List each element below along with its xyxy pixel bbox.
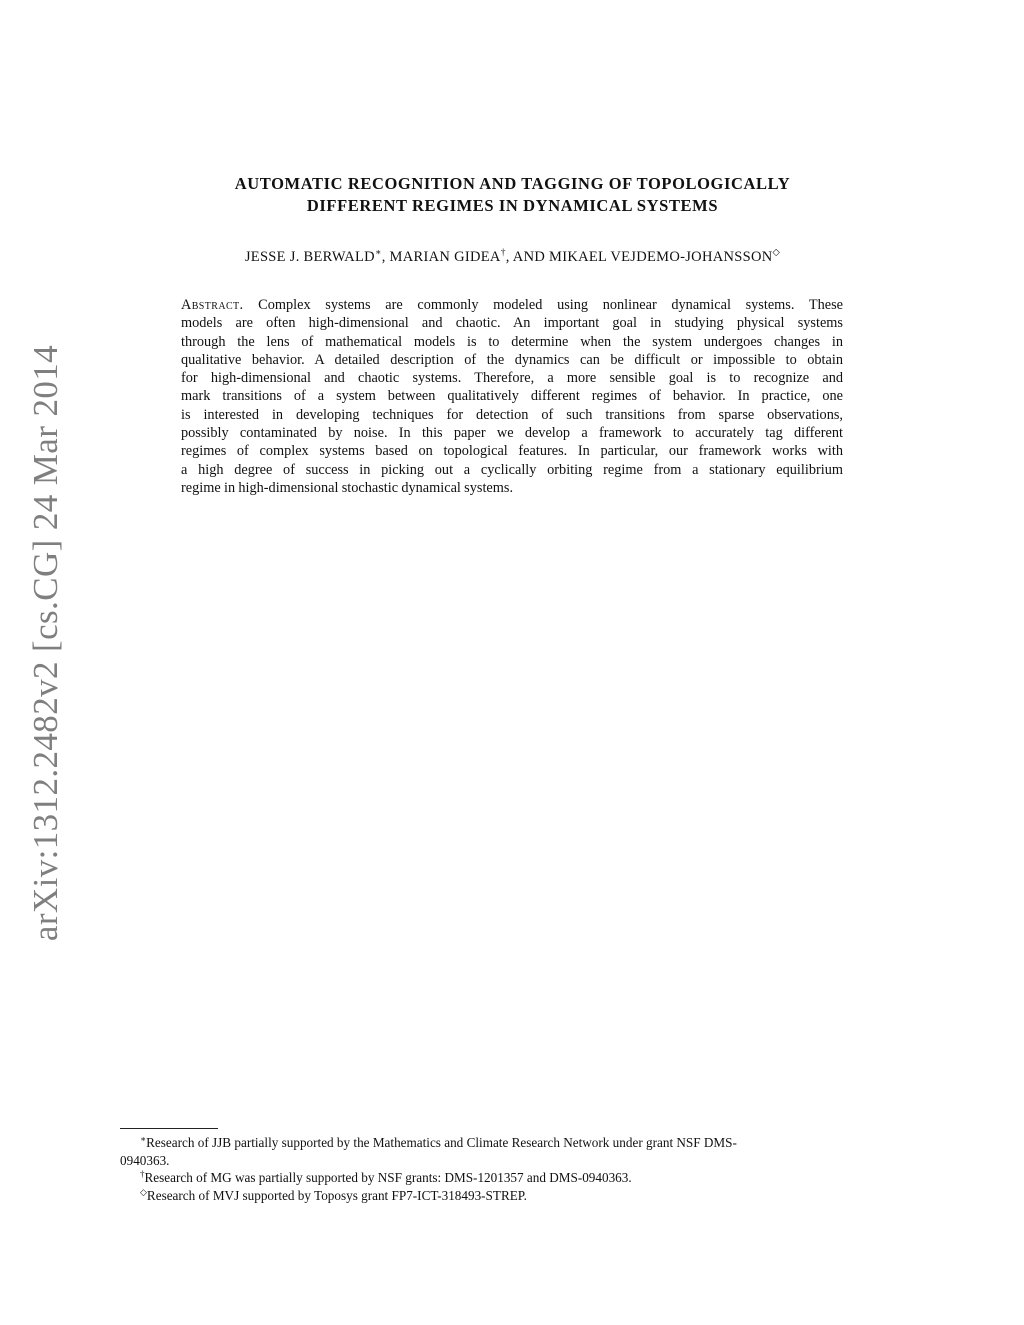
abstract-line: regime in high-dimensional stochastic dynamical systems. — [181, 479, 514, 496]
abstract-line — [181, 296, 843, 314]
abstract-line: possibly contaminated by noise. In this paper we develop a framework to accurately tag different — [181, 425, 843, 442]
footnote-1 — [120, 1134, 906, 1152]
footnote-mark-dagger: † — [500, 248, 506, 258]
author-berwald: JESSE J. BERWALD — [244, 249, 375, 265]
footnote-2 — [120, 1169, 906, 1187]
footnote-divider — [120, 1128, 218, 1129]
abstract-line: regimes of complex systems based on topological features. In particular, our framework works with — [181, 443, 843, 460]
footnote-mark-asterisk: ∗ — [374, 248, 382, 258]
abstract-label: Abstract. — [181, 297, 244, 313]
author-gidea: , MARIAN GIDEA — [381, 249, 501, 265]
abstract-line-text: Complex systems are commonly modeled using nonlinear dynamical systems. These — [243, 297, 843, 313]
abstract — [181, 296, 843, 497]
footnote-3-text: Research of MVJ supported by Toposys grant FP7-ICT-318493-STREP. — [146, 1187, 527, 1203]
footnote-2-mark: † — [140, 1169, 145, 1180]
arxiv-identifier-stamp — [16, 344, 76, 941]
title-line-2: DIFFERENT REGIMES IN DYNAMICAL SYSTEMS — [306, 196, 719, 215]
footnote-1-mark: ∗ — [140, 1134, 147, 1144]
footnote-1-continuation: 0940363. — [120, 1152, 170, 1168]
abstract-line: is interested in developing techniques for detection of such transitions from sparse observations, — [181, 406, 843, 423]
author-list — [120, 249, 905, 266]
footnotes — [120, 1134, 906, 1204]
abstract-line: models are often high-dimensional and chaotic. An important goal in studying physical systems — [181, 315, 843, 332]
abstract-line: for high-dimensional and chaotic systems. Therefore, a more sensible goal is to recognize and — [181, 370, 843, 387]
paper-title — [120, 173, 905, 217]
footnote-3 — [120, 1187, 906, 1205]
footnote-2-text: Research of MG was partially supported by NSF grants: DMS-1201357 and DMS-0940363. — [144, 1170, 632, 1186]
footnote-3-mark: ◇ — [140, 1186, 147, 1197]
title-line-1: AUTOMATIC RECOGNITION AND TAGGING OF TOPOLOGICALLY — [234, 174, 791, 193]
footnote-1-text: Research of JJB partially supported by the Mathematics and Climate Research Network under grant NSF DMS- — [146, 1135, 737, 1150]
footnote-mark-diamond: ◇ — [772, 248, 781, 258]
abstract-line: mark transitions of a system between qualitatively different regimes of behavior. In practice, one — [181, 388, 843, 405]
author-vejdemo-johansson: , AND MIKAEL VEJDEMO-JOHANSSON — [505, 249, 773, 265]
arxiv-identifier-text: arXiv:1312.2482v2 [cs.CG] 24 Mar 2014 — [26, 344, 65, 941]
abstract-line: qualitative behavior. A detailed description of the dynamics can be difficult or impossible to obtain — [181, 351, 843, 368]
abstract-line: through the lens of mathematical models is to determine when the system undergoes changes in — [181, 333, 843, 350]
abstract-line: a high degree of success in picking out a cyclically orbiting regime from a stationary equilibrium — [181, 461, 843, 478]
